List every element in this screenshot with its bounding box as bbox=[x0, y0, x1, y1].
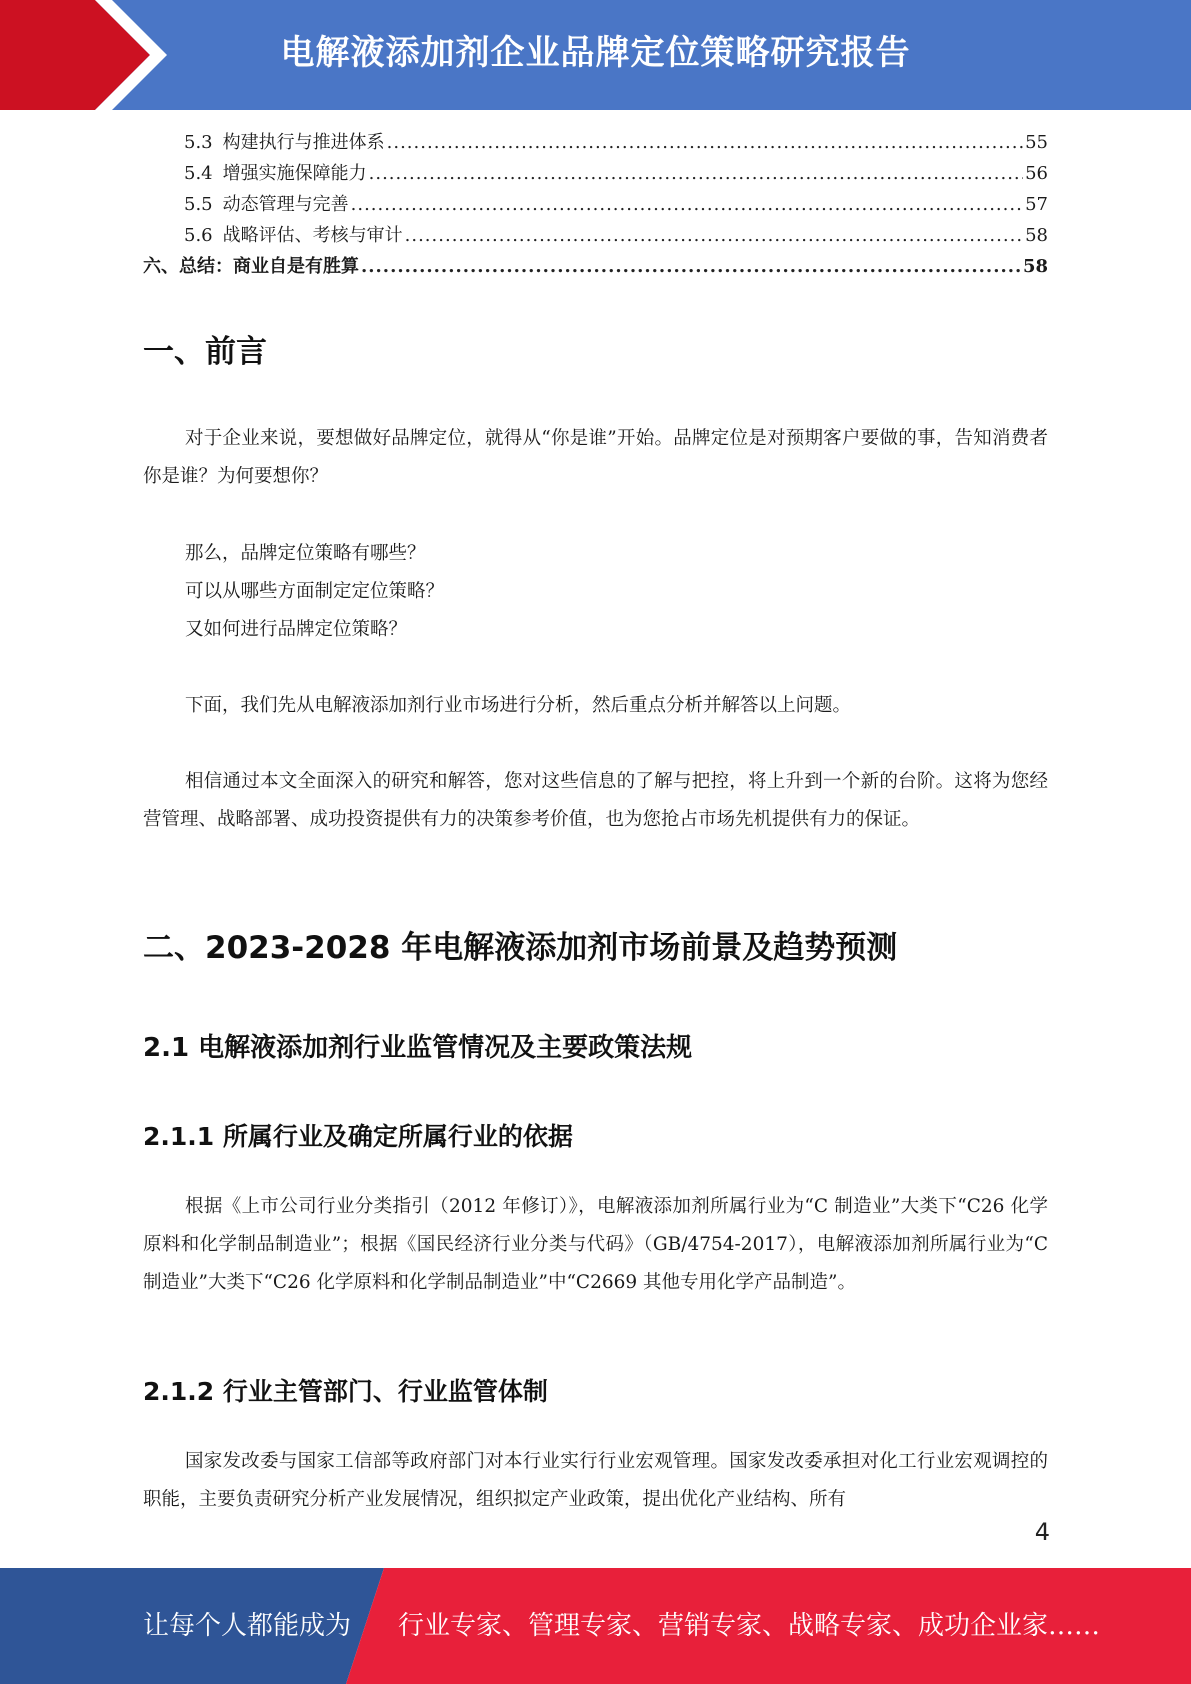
toc-entry-number: 5.4 bbox=[184, 163, 213, 184]
toc-entry-label: 战略评估、考核与审计 bbox=[222, 225, 403, 246]
toc-leader-dots bbox=[387, 132, 1023, 153]
toc-leader-dots bbox=[405, 225, 1023, 246]
footer-slogan-right: 行业专家、管理专家、营销专家、战略专家、成功企业家…… bbox=[398, 1611, 1101, 1641]
toc-entry-page: 55 bbox=[1025, 132, 1048, 153]
toc-entry[interactable] bbox=[143, 190, 1048, 221]
header-title: 电解液添加剂企业品牌定位策略研究报告 bbox=[280, 33, 911, 73]
toc-entry-number: 5.3 bbox=[184, 132, 213, 153]
page-number: 4 bbox=[1034, 1518, 1050, 1546]
toc-entry[interactable] bbox=[143, 128, 1048, 159]
subsubsection-heading: 2.1.1 所属行业及确定所属行业的依据 bbox=[143, 1122, 573, 1151]
subsubsection-heading: 2.1.2 行业主管部门、行业监管体制 bbox=[143, 1377, 548, 1406]
paragraph: 国家发改委与国家工信部等政府部门对本行业实行行业宏观管理。国家发改委承担对化工行业宏观调控的职能，主要负责研究分析产业发展情况，组织拟定产业政策，提出优化产业结构、所有 bbox=[143, 1451, 1048, 1510]
toc-entry-page: 56 bbox=[1025, 163, 1048, 184]
paragraph: 下面，我们先从电解液添加剂行业市场进行分析，然后重点分析并解答以上问题。 bbox=[185, 695, 852, 716]
footer-slogan-left: 让每个人都能成为 bbox=[143, 1611, 352, 1641]
toc-entry[interactable] bbox=[143, 221, 1048, 252]
toc-leader-dots bbox=[369, 163, 1023, 184]
toc-entry-label: 增强实施保障能力 bbox=[222, 163, 367, 184]
toc-entry-page: 57 bbox=[1025, 194, 1048, 215]
toc-entry-page: 58 bbox=[1025, 225, 1048, 246]
footer-band bbox=[0, 1568, 1191, 1684]
table-of-contents bbox=[143, 128, 1048, 283]
question-line: 又如何进行品牌定位策略？ bbox=[185, 619, 408, 640]
question-line: 可以从哪些方面制定定位策略？ bbox=[185, 581, 445, 602]
toc-entry-label: 构建执行与推进体系 bbox=[222, 132, 385, 153]
toc-entry-page: 58 bbox=[1022, 256, 1048, 277]
toc-leader-dots bbox=[361, 256, 1021, 277]
toc-entry-number: 5.6 bbox=[184, 225, 213, 246]
section-heading: 二、2023-2028 年电解液添加剂市场前景及趋势预测 bbox=[143, 930, 898, 966]
paragraph: 相信通过本文全面深入的研究和解答，您对这些信息的了解与把控，将上升到一个新的台阶。这将为您经营管理、战略部署、成功投资提供有力的决策参考价值，也为您抢占市场先机提供有力的保证。 bbox=[143, 771, 1048, 830]
subsection-heading: 2.1 电解液添加剂行业监管情况及主要政策法规 bbox=[143, 1033, 693, 1063]
paragraph: 对于企业来说，要想做好品牌定位，就得从“你是谁”开始。品牌定位是对预期客户要做的事，告知消费者你是谁？为何要想你？ bbox=[143, 428, 1048, 487]
toc-entry-label: 动态管理与完善 bbox=[222, 194, 349, 215]
paragraph: 根据《上市公司行业分类指引（2012 年修订）》，电解液添加剂所属行业为“C 制造业”大类下“C26 化学原料和化学制品制造业”；根据《国民经济行业分类与代码》（GB/4754-2017），电解液添加剂所属行业为“C 制造业”大类下“C26 化学原料和化学制品制造业”中“C2669 其他专用化学产品制造”。 bbox=[143, 1196, 1048, 1293]
header-band bbox=[0, 0, 1191, 110]
toc-leader-dots bbox=[351, 194, 1023, 215]
section-heading: 一、前言 bbox=[143, 334, 267, 370]
question-line: 那么，品牌定位策略有哪些？ bbox=[185, 543, 426, 564]
toc-entry-number: 5.5 bbox=[184, 194, 213, 215]
toc-entry[interactable] bbox=[143, 159, 1048, 190]
toc-entry-label: 六、总结：商业自是有胜算 bbox=[143, 256, 359, 277]
toc-entry[interactable] bbox=[143, 252, 1048, 283]
